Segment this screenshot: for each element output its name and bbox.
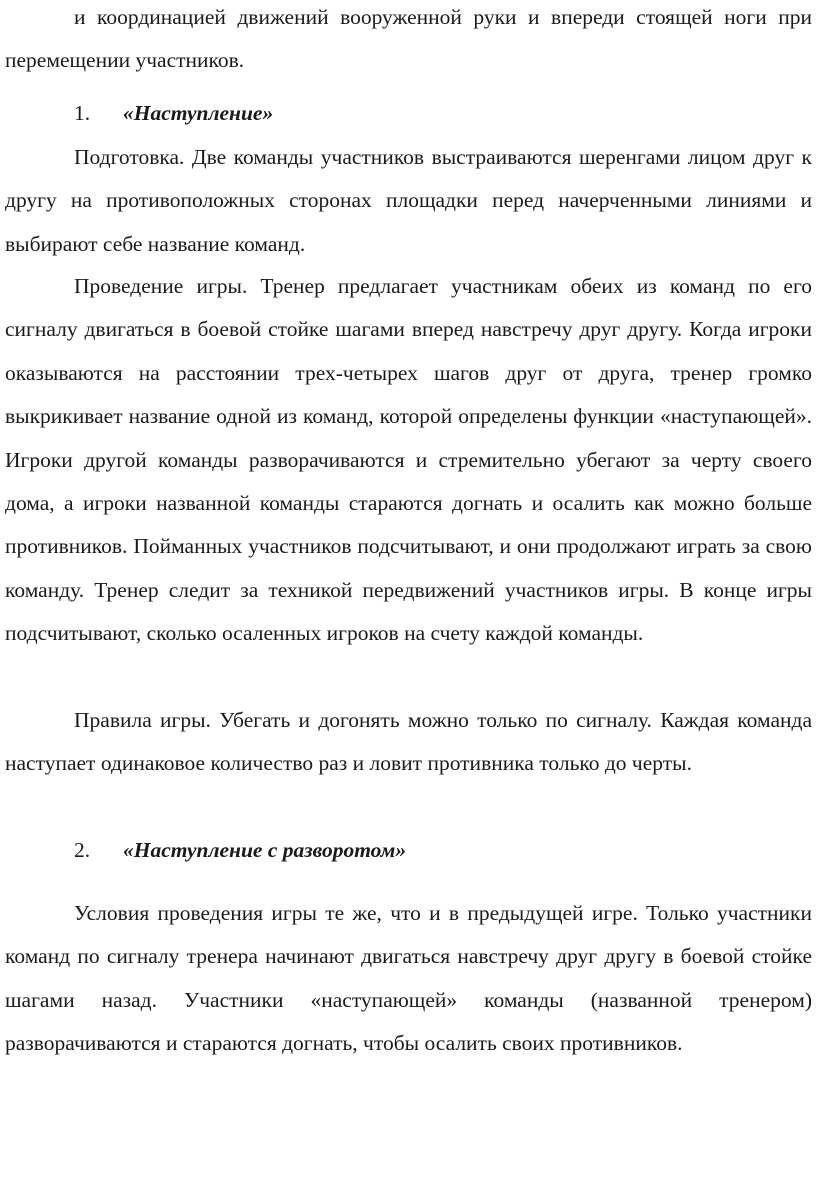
paragraph-rules: Правила игры. Убегать и догонять можно только по сигналу. Каждая команда наступает одинаковое количество раз и ловит противника только до черты.	[5, 708, 812, 776]
paragraph-preparation: Подготовка. Две команды участников выстраиваются шеренгами лицом друг к другу на противоположных сторонах площадки перед начерченными линиями и выбирают себе название команд.	[5, 145, 812, 256]
section-number: 1.	[74, 101, 91, 125]
section-heading-1	[74, 92, 273, 135]
section-title: «Наступление с разворотом»	[123, 838, 407, 862]
section-number: 2.	[74, 838, 91, 862]
paragraph-continuation: и координацией движений вооруженной руки и впереди стоящей ноги при перемещении участников.	[5, 5, 812, 73]
section-heading-2	[74, 829, 406, 872]
section-title: «Наступление»	[123, 101, 274, 125]
paragraph-conditions: Условия проведения игры те же, что и в предыдущей игре. Только участники команд по сигналу тренера начинают двигаться навстречу друг другу в боевой стойке шагами назад. Участники «наступающей» команды (названной тренером) разворачиваются и стараются догнать, чтобы осалить своих противников.	[5, 901, 812, 1056]
paragraph-conduct: Проведение игры. Тренер предлагает участникам обеих из команд по его сигналу двигаться в боевой стойке шагами вперед навстречу друг другу. Когда игроки оказываются на расстоянии трех-четырех шагов друг от друга, тренер громко выкрикивает название одной из команд, которой определены функции «наступающей». Игроки другой команды разворачиваются и стремительно убегают за черту своего дома, а игроки названной команды стараются догнать и осалить как можно больше противников. Пойманных участников подсчитывают, и они продолжают играть за свою команду. Тренер следит за техникой передвижений участников игры. В конце игры подсчитывают, сколько осаленных игроков на счету каждой команды.	[5, 274, 812, 646]
